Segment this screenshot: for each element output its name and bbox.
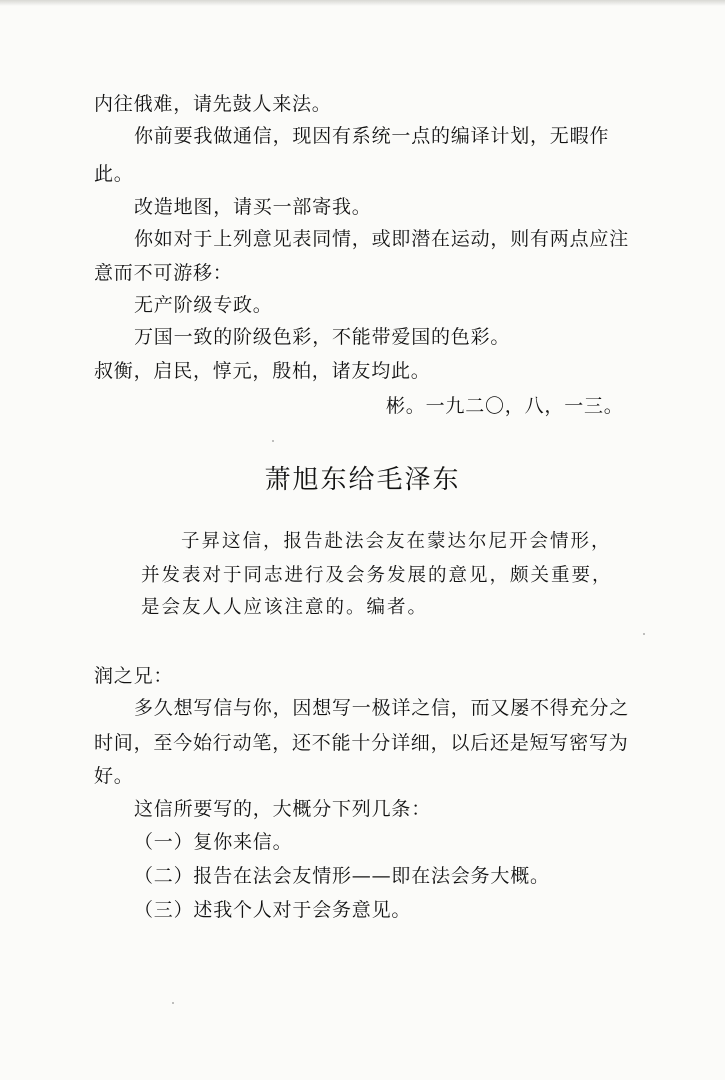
page-top-edge: [0, 0, 725, 6]
section-title: 萧旭东给毛泽东: [264, 465, 461, 495]
text-line-3: 此。: [94, 163, 134, 185]
text-line-7: 无产阶级专政。: [134, 294, 273, 316]
editor-note-line-2: 并发表对于同志进行及会务发展的意见，颇关重要，: [141, 565, 613, 586]
text-line-2: 你前要我做通信，现因有系统一点的编译计划，无暇作: [134, 125, 610, 147]
letter-line-4: 这信所要写的，大概分下列几条：: [134, 798, 432, 820]
text-line-4: 改造地图，请买一部寄我。: [134, 196, 372, 218]
letter-line-2: 时间，至今始行动笔，还不能十分详细，以后还是短写密写为: [94, 732, 629, 754]
list-item-1: （一）复你来信。: [134, 831, 293, 853]
editor-note-line-1: 子昇这信，报告赴法会友在蒙达尔尼开会情形，: [181, 531, 612, 552]
letter-line-1: 多久想写信与你，因想写一极详之信，而又屡不得充分之: [134, 697, 630, 719]
text-line-5: 你如对于上列意见表同情，或即潜在运动，则有两点应注: [134, 228, 630, 250]
letter-line-3: 好。: [94, 765, 134, 787]
salutation: 润之兄：: [94, 665, 174, 687]
list-item-2: （二）报告在法会友情形——即在法会务大概。: [134, 865, 550, 887]
scan-speck: [172, 1002, 174, 1004]
text-line-1: 内往俄难，请先鼓人来法。: [94, 93, 332, 115]
scan-speck: [272, 440, 274, 442]
text-line-8: 万国一致的阶级色彩，不能带爱国的色彩。: [134, 326, 511, 348]
text-line-9: 叔衡，启民，惇元，殷柏，诸友均此。: [94, 360, 431, 382]
editor-note-line-3: 是会友人人应该注意的。编者。: [141, 597, 429, 618]
list-item-3: （三）述我个人对于会务意见。: [134, 899, 412, 921]
text-line-6: 意而不可游移：: [94, 262, 233, 284]
scan-speck: [643, 633, 645, 635]
signature-date: 彬。一九二〇，八，一三。: [386, 395, 624, 417]
